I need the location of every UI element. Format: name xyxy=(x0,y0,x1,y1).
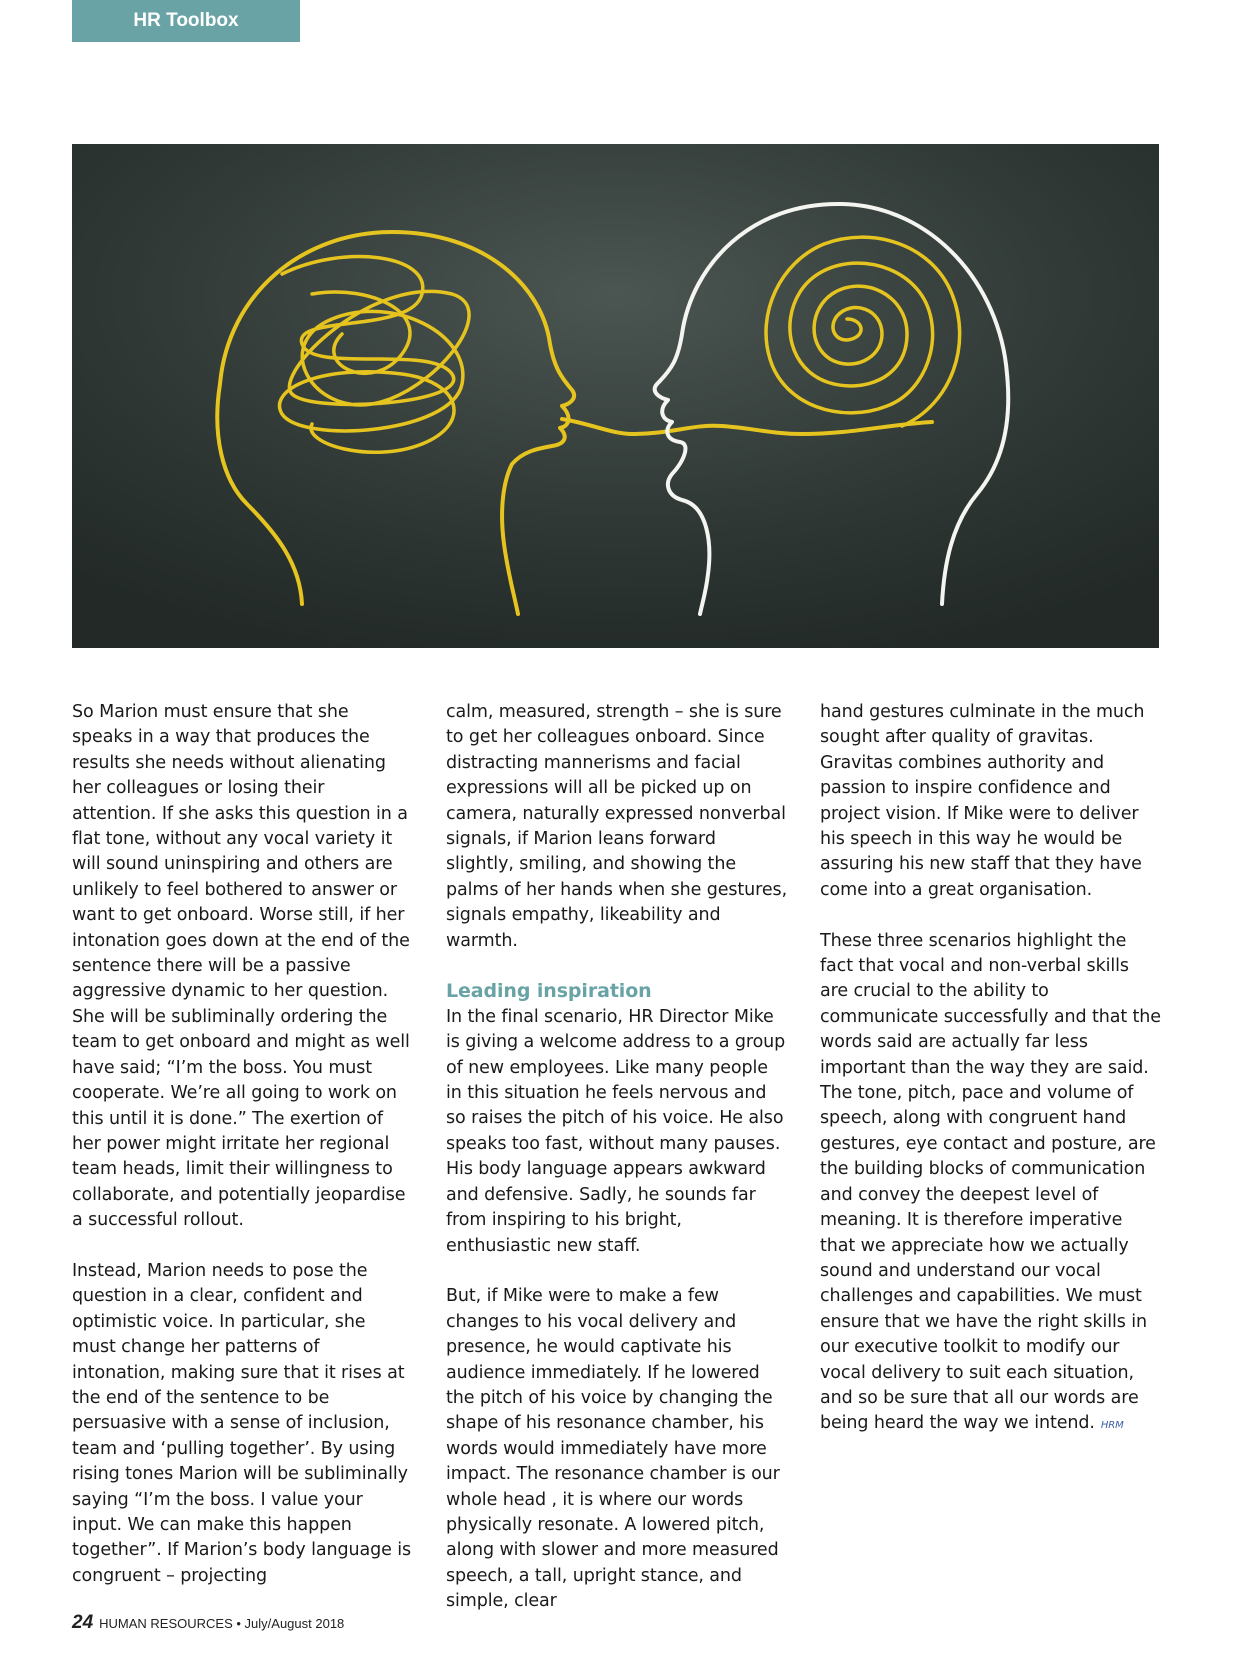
col2-paragraph-3: But, if Mike were to make a few changes to his vocal delivery and presence, he would captivate his audience immediately. If he lowered the pitch of his voice by changing the shape of his resonance chamber, his words would immediately have more impact. The resonance chamber is our whole head , it is where our words physically resonate. A lowered pitch, along with slower and more measured speech, a tall, upright stance, and simple, clear xyxy=(446,1286,780,1612)
col1-paragraph-2: Instead, Marion needs to pose the question in a clear, confident and optimistic voice. In particular, she must change her patterns of intonation, making sure that it rises at the end of the sentence to be persuasive with a sense of inclusion, team and ‘pulling together’. By using rising tones Marion will be subliminally saying “I’m the boss. I value your input. We can make this happen together”. If Marion’s body language is congruent – projecting xyxy=(72,1260,412,1586)
chalkboard-heads-illustration xyxy=(72,144,1159,648)
col3-paragraph-2 xyxy=(820,929,1162,1439)
column-1 xyxy=(72,700,414,1615)
page-number: 24 xyxy=(72,1612,94,1633)
chalkboard-background xyxy=(72,144,1159,648)
publication-info: HUMAN RESOURCES • July/August 2018 xyxy=(99,1616,345,1631)
col2-paragraph-1: calm, measured, strength – she is sure to get her colleagues onboard. Since distracting mannerisms and facial expressions will all be picked up on camera, naturally expressed nonverbal signals, if Marion leans forward slightly, smiling, and showing the palms of her hands when she gestures, signals empathy, likeability and warmth. xyxy=(446,702,788,951)
column-3 xyxy=(820,700,1162,1464)
hrm-end-mark-icon: HRM xyxy=(1100,1420,1124,1432)
column-2 xyxy=(446,700,788,1640)
section-tab: HR Toolbox xyxy=(72,0,300,42)
page-footer xyxy=(72,1612,344,1634)
subheading-leading-inspiration: Leading inspiration xyxy=(446,980,652,1003)
col2-paragraph-2: In the final scenario, HR Director Mike is giving a welcome address to a group of new employees. Like many people in this situation he feels nervous and so raises the pitch of his voice. He also speaks too fast, without many pauses. His body language appears awkward and defensive. Sadly, he sounds far from inspiring to his bright, enthusiastic new staff. xyxy=(446,1006,786,1256)
col3-paragraph-2-text: These three scenarios highlight the fact that vocal and non-verbal skills are crucial to the ability to communicate successfully and that the words said are actually far less important than the way they are said. The tone, pitch, pace and volume of speech, along with congruent hand gestures, eye contact and posture, are the building blocks of communication and convey the deepest level of meaning. It is therefore imperative that we appreciate how we actually sound and understand our vocal challenges and capabilities. We must ensure that we have the right skills in our executive toolkit to modify our vocal delivery to suit each situation, and so be sure that all our words are being heard the way we intend. xyxy=(820,930,1161,1434)
col1-paragraph-1: So Marion must ensure that she speaks in a way that produces the results she needs without alienating her colleagues or losing their attention. If she asks this question in a flat tone, without any vocal variety it will sound uninspiring and others are unlikely to feel bothered to answer or want to get onboard. Worse still, if her intonation goes down at the end of the sentence there will be a passive aggressive dynamic to her question. She will be subliminally ordering the team to get onboard and might as well have said; “I’m the boss. You must cooperate. We’re all going to work on this until it is done.” The exertion of her power might irritate her regional team heads, limit their willingness to collaborate, and potentially jeopardise a successful rollout. xyxy=(72,702,410,1231)
col3-paragraph-1: hand gestures culminate in the much sought after quality of gravitas. Gravitas combines authority and passion to inspire confidence and project vision. If Mike were to deliver his speech in this way he would be assuring his new staff that they have come into a great organisation. xyxy=(820,702,1145,900)
